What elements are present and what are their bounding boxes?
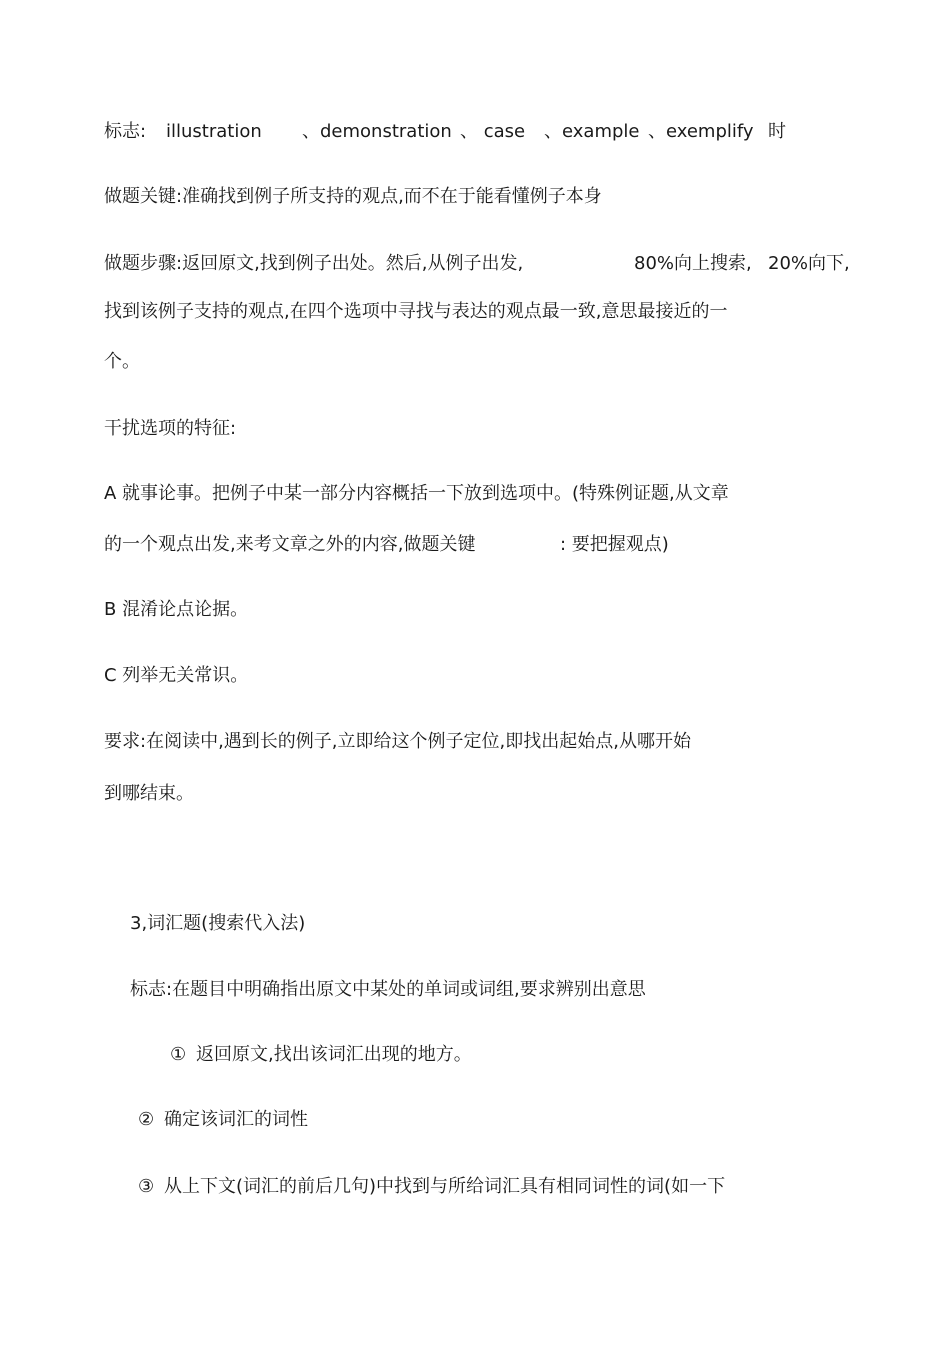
step-text: 从上下文(词汇的前后几句)中找到与所给词汇具有相同词性的词(如一下 xyxy=(164,1176,726,1197)
distractor-a-line-2 xyxy=(104,533,804,557)
distractor-a-line-2-part2: : 要把握观点) xyxy=(560,534,669,555)
marker-word: 、demonstration xyxy=(302,121,452,142)
marker-word: 、exemplify xyxy=(648,121,754,142)
distractor-title: 干扰选项的特征: xyxy=(104,418,237,439)
marker-word: 、example xyxy=(544,121,640,142)
marker-word: 、 case xyxy=(460,121,526,142)
step-number: ② xyxy=(138,1109,155,1130)
vocab-step-3 xyxy=(138,1175,725,1199)
vocab-marker: 标志:在题目中明确指出原文中某处的单词或词组,要求辨别出意思 xyxy=(130,979,646,1000)
markers-line xyxy=(104,120,804,144)
vocab-step-2 xyxy=(138,1108,308,1132)
steps-part1: 做题步骤:返回原文,找到例子出处。然后,从例子出发, xyxy=(104,253,524,274)
vocab-heading: 3,词汇题(搜索代入法) xyxy=(130,913,306,934)
marker-word: illustration xyxy=(166,121,262,142)
step-number: ③ xyxy=(138,1176,155,1197)
requirement-line-2: 到哪结束。 xyxy=(104,783,194,804)
steps-pct-up: 80%向上搜索, xyxy=(634,253,752,274)
distractor-a-line-2-part1: 的一个观点出发,来考文章之外的内容,做题关键 xyxy=(104,534,476,555)
vocab-step-1 xyxy=(170,1043,472,1067)
requirement-line-1: 要求:在阅读中,遇到长的例子,立即给这个例子定位,即找出起始点,从哪开始 xyxy=(104,731,691,752)
step-number: ① xyxy=(170,1044,187,1065)
distractor-a-line-1: A 就事论事。把例子中某一部分内容概括一下放到选项中。(特殊例证题,从文章 xyxy=(104,483,729,504)
markers-label: 标志: xyxy=(104,121,147,142)
marker-word: 时 xyxy=(768,121,786,142)
steps-pct-down: 20%向下, xyxy=(768,253,850,274)
distractor-b: B 混淆论点论据。 xyxy=(104,599,249,620)
step-text: 确定该词汇的词性 xyxy=(164,1109,308,1130)
step-text: 返回原文,找出该词汇出现的地方。 xyxy=(196,1044,472,1065)
steps-line-2: 找到该例子支持的观点,在四个选项中寻找与表达的观点最一致,意思最接近的一 xyxy=(104,301,728,322)
steps-line-1 xyxy=(104,252,864,276)
steps-line-3: 个。 xyxy=(104,351,140,372)
key-point: 做题关键:准确找到例子所支持的观点,而不在于能看懂例子本身 xyxy=(104,186,602,207)
distractor-c: C 列举无关常识。 xyxy=(104,665,249,686)
